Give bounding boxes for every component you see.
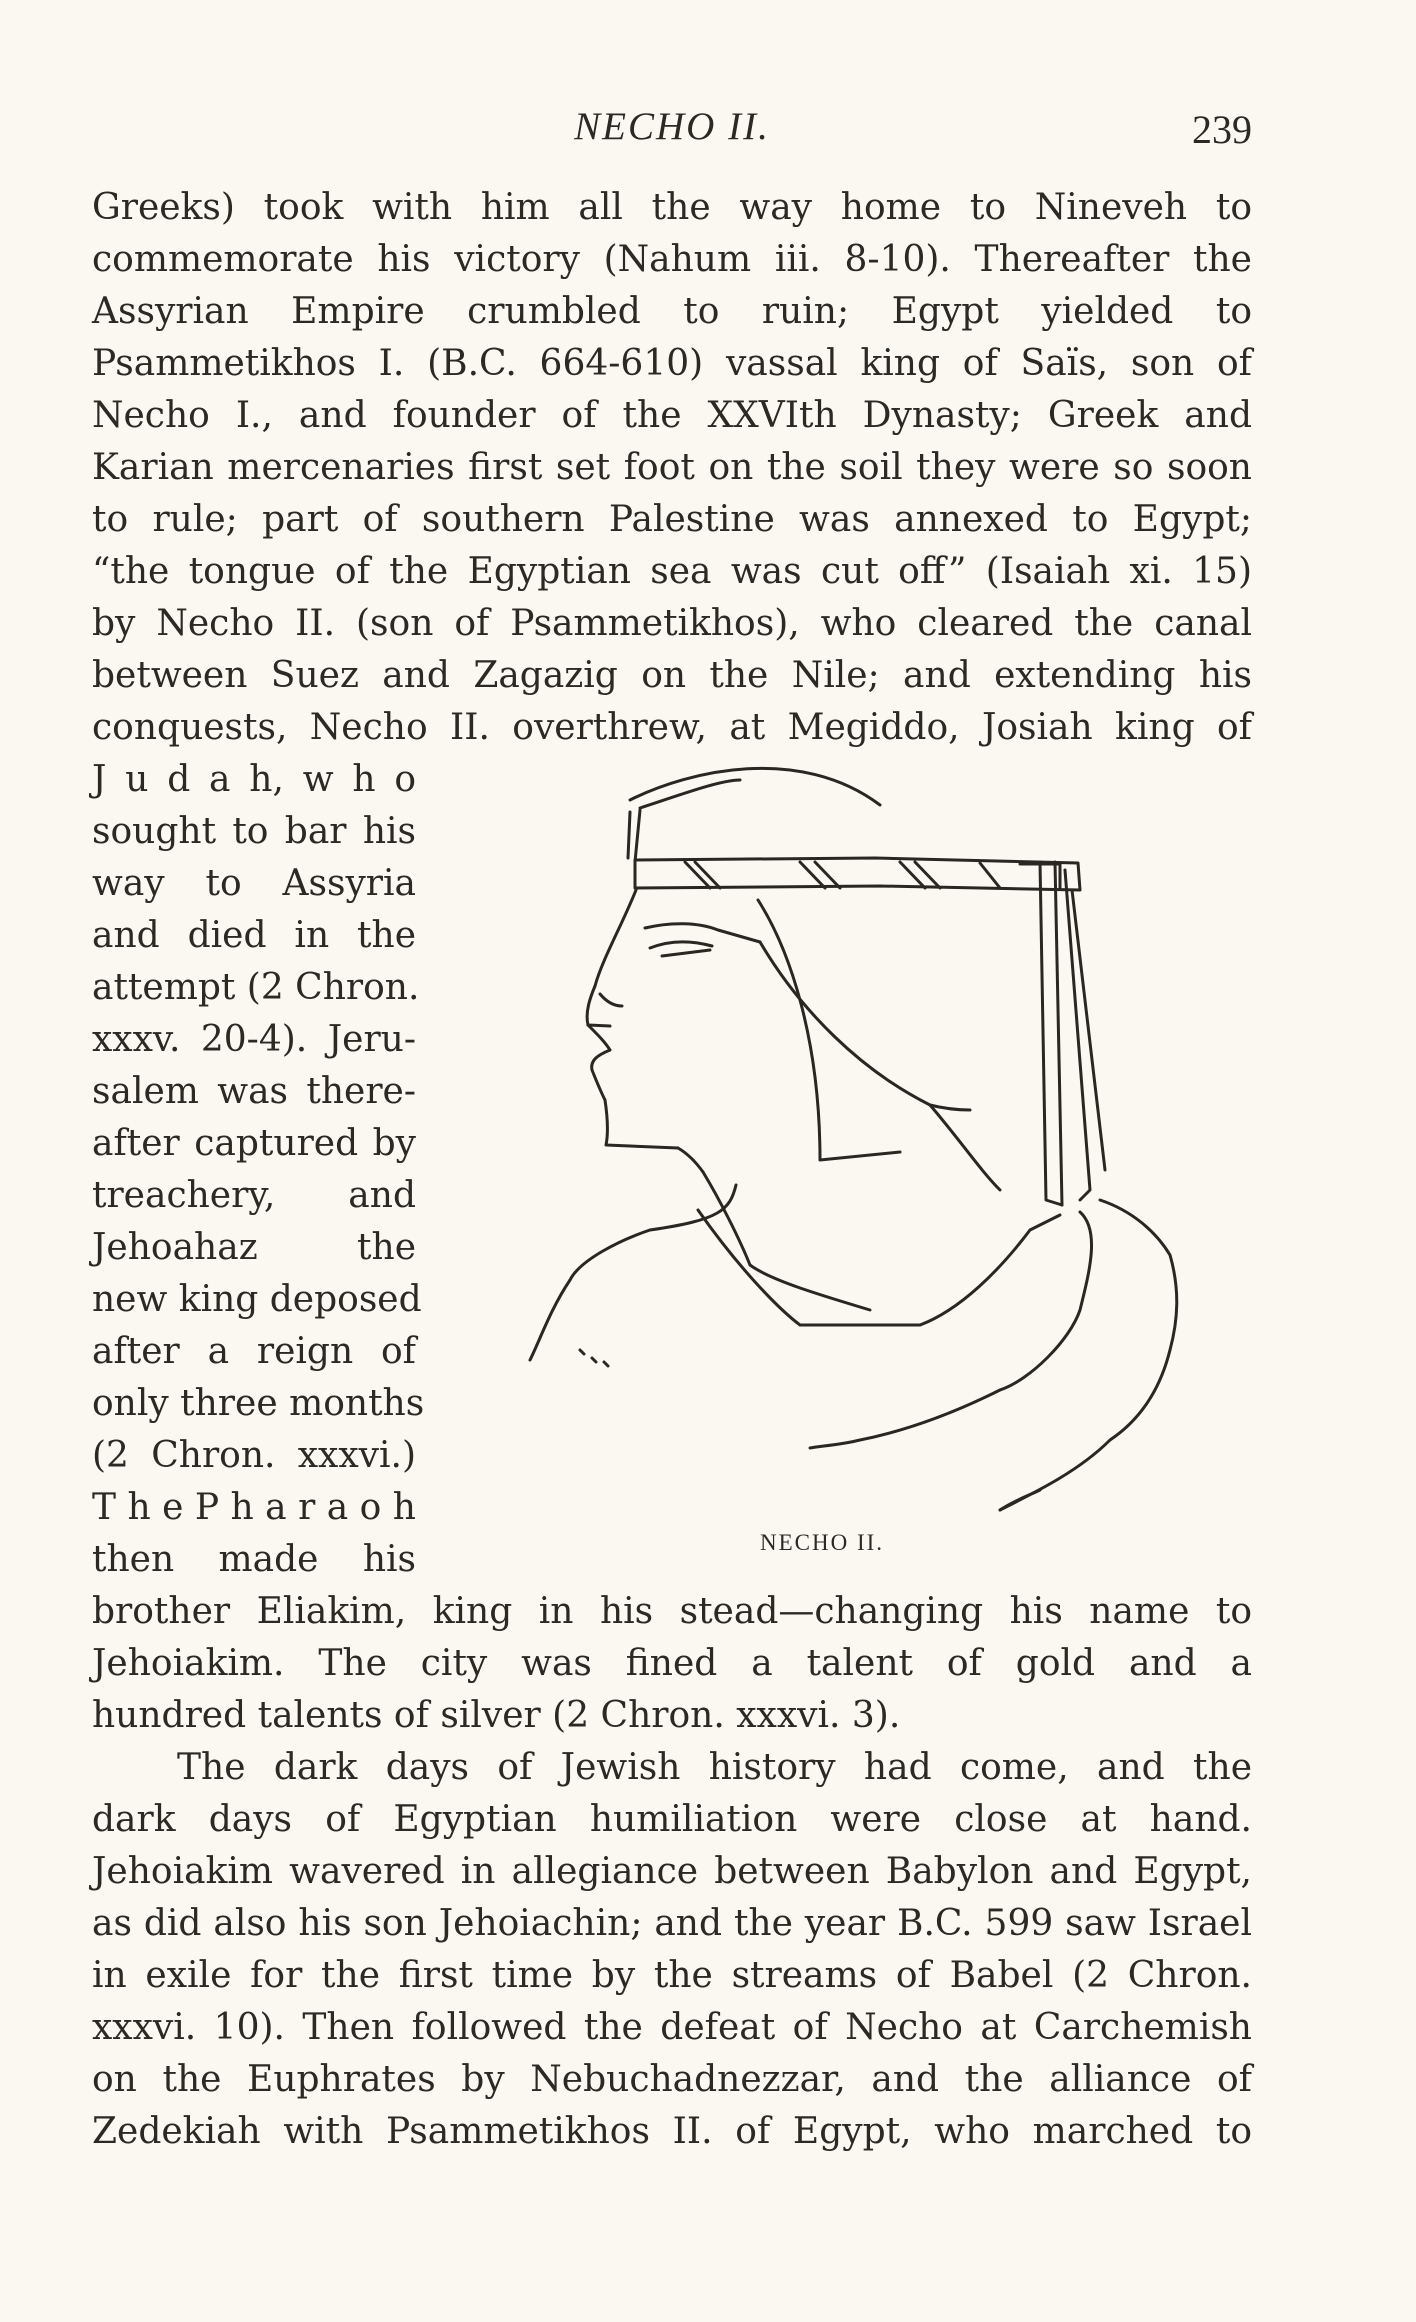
text-line: to rule; part of southern Palestine was annexed to Egypt; bbox=[92, 499, 1252, 540]
text-line: treachery, and bbox=[92, 1175, 416, 1216]
text-line: way to Assyria bbox=[92, 863, 416, 904]
text-line: then made his bbox=[92, 1539, 416, 1580]
text-line: xxxvi. 10). Then followed the defeat of Necho at Carchemish bbox=[92, 2007, 1252, 2048]
text-line: on the Euphrates by Nebuchadnezzar, and the alliance of bbox=[92, 2059, 1252, 2100]
text-line: xxxv. 20-4). Jeru- bbox=[92, 1019, 416, 1060]
text-line: hundred talents of silver (2 Chron. xxxvi. 3). bbox=[92, 1695, 901, 1736]
text-line: conquests, Necho II. overthrew, at Megiddo, Josiah king of bbox=[92, 707, 1252, 748]
text-line: between Suez and Zagazig on the Nile; and extending his bbox=[92, 655, 1252, 696]
figure-caption: NECHO II. bbox=[760, 1530, 885, 1555]
text-line: Jehoahaz the bbox=[92, 1227, 416, 1268]
text-line: attempt (2 Chron. bbox=[92, 967, 420, 1008]
text-line: as did also his son Jehoiachin; and the year B.C. 599 saw Israel bbox=[92, 1903, 1252, 1944]
text-line: after captured by bbox=[92, 1123, 416, 1164]
text-line: The dark days of Jewish history had come, and the bbox=[177, 1747, 1252, 1788]
text-line: Assyrian Empire crumbled to ruin; Egypt yielded to bbox=[92, 291, 1252, 332]
text-line: sought to bar his bbox=[92, 811, 416, 852]
text-line: Karian mercenaries first set foot on the soil they were so soon bbox=[92, 447, 1252, 488]
text-line: J u d a h, w h o bbox=[92, 759, 416, 800]
text-line: Jehoiakim wavered in allegiance between Babylon and Egypt, bbox=[92, 1851, 1252, 1892]
pharaoh-profile-illustration bbox=[440, 750, 1260, 1580]
text-line: Jehoiakim. The city was fined a talent of gold and a bbox=[92, 1643, 1252, 1684]
text-line: new king deposed bbox=[92, 1279, 422, 1320]
text-line: dark days of Egyptian humiliation were close at hand. bbox=[92, 1799, 1252, 1840]
text-line: Psammetikhos I. (B.C. 664-610) vassal king of Saïs, son of bbox=[92, 343, 1252, 384]
necho-portrait-figure bbox=[440, 750, 1260, 1580]
text-line: “the tongue of the Egyptian sea was cut off” (Isaiah xi. 15) bbox=[92, 551, 1252, 592]
text-line: only three months bbox=[92, 1383, 425, 1424]
text-line: brother Eliakim, king in his stead—changing his name to bbox=[92, 1591, 1252, 1632]
running-title: NECHO II. bbox=[574, 105, 770, 148]
text-line: by Necho II. (son of Psammetikhos), who cleared the canal bbox=[92, 603, 1252, 644]
text-line: Necho I., and founder of the XXVIth Dynasty; Greek and bbox=[92, 395, 1252, 436]
text-line: (2 Chron. xxxvi.) bbox=[92, 1435, 416, 1476]
text-line: after a reign of bbox=[92, 1331, 416, 1372]
text-line: in exile for the first time by the streams of Babel (2 Chron. bbox=[92, 1955, 1252, 1996]
text-line: and died in the bbox=[92, 915, 416, 956]
page-number: 239 bbox=[1192, 107, 1252, 152]
text-line: Greeks) took with him all the way home to Nineveh to bbox=[92, 187, 1252, 228]
text-line: Zedekiah with Psammetikhos II. of Egypt, who marched to bbox=[92, 2111, 1252, 2152]
page-header bbox=[92, 100, 1252, 160]
text-line: T h e P h a r a o h bbox=[92, 1487, 416, 1528]
text-line: salem was there- bbox=[92, 1071, 416, 1112]
text-line: commemorate his victory (Nahum iii. 8-10). Thereafter the bbox=[92, 239, 1252, 280]
